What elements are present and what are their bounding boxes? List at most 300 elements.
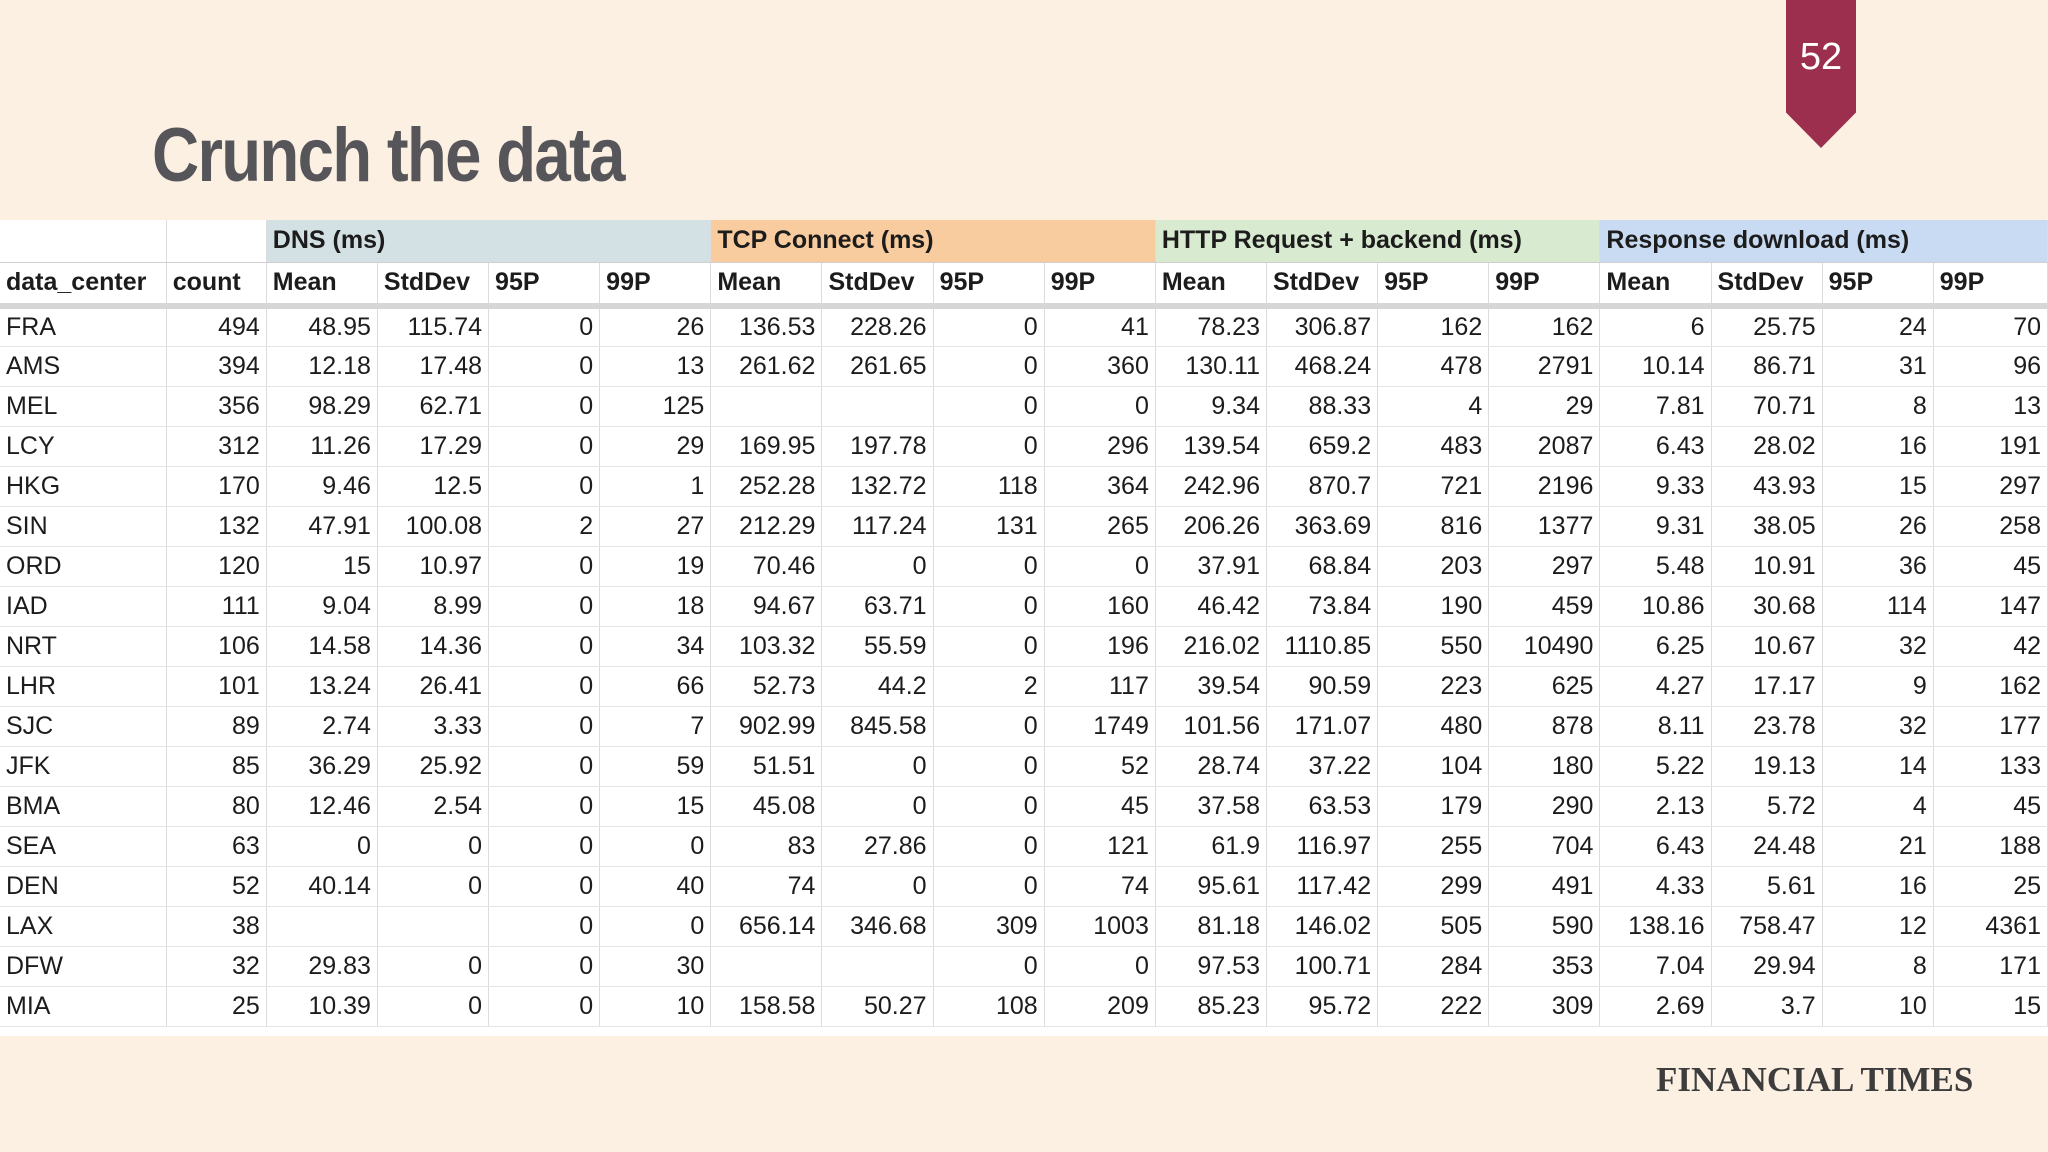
table-cell: 118 bbox=[933, 466, 1044, 506]
table-cell: 171.07 bbox=[1266, 706, 1377, 746]
table-cell: 659.2 bbox=[1266, 426, 1377, 466]
table-row bbox=[0, 426, 2048, 466]
table-cell: 3.33 bbox=[377, 706, 488, 746]
column-header: Mean bbox=[266, 262, 377, 306]
table-cell: 0 bbox=[933, 346, 1044, 386]
table-cell: 17.48 bbox=[377, 346, 488, 386]
column-header: count bbox=[166, 262, 266, 306]
table-cell: 18 bbox=[600, 586, 711, 626]
table-cell: 85 bbox=[166, 746, 266, 786]
table-cell: 5.61 bbox=[1711, 866, 1822, 906]
column-header: Mean bbox=[1155, 262, 1266, 306]
table-cell: 68.84 bbox=[1266, 546, 1377, 586]
data-table-container bbox=[0, 220, 2048, 1036]
table-cell: 0 bbox=[489, 386, 600, 426]
table-cell: 0 bbox=[822, 546, 933, 586]
table-cell: 14.58 bbox=[266, 626, 377, 666]
data-center-cell: DEN bbox=[0, 866, 166, 906]
table-row bbox=[0, 746, 2048, 786]
table-cell: 216.02 bbox=[1155, 626, 1266, 666]
table-cell: 10 bbox=[600, 986, 711, 1026]
table-cell: 115.74 bbox=[377, 306, 488, 346]
table-cell: 5.48 bbox=[1600, 546, 1711, 586]
table-cell: 170 bbox=[166, 466, 266, 506]
table-cell: 0 bbox=[822, 746, 933, 786]
table-cell: 83 bbox=[711, 826, 822, 866]
table-cell: 95.61 bbox=[1155, 866, 1266, 906]
table-cell: 12.18 bbox=[266, 346, 377, 386]
table-cell: 8.99 bbox=[377, 586, 488, 626]
table-cell: 306.87 bbox=[1266, 306, 1377, 346]
table-cell: 41 bbox=[1044, 306, 1155, 346]
data-center-cell: SJC bbox=[0, 706, 166, 746]
table-cell: 132 bbox=[166, 506, 266, 546]
table-cell: 494 bbox=[166, 306, 266, 346]
table-cell: 196 bbox=[1044, 626, 1155, 666]
data-center-cell: AMS bbox=[0, 346, 166, 386]
table-cell: 0 bbox=[489, 786, 600, 826]
data-center-cell: FRA bbox=[0, 306, 166, 346]
table-row bbox=[0, 586, 2048, 626]
table-cell: 483 bbox=[1378, 426, 1489, 466]
table-row bbox=[0, 666, 2048, 706]
table-cell: 0 bbox=[489, 346, 600, 386]
table-cell: 394 bbox=[166, 346, 266, 386]
table-cell: 0 bbox=[489, 666, 600, 706]
column-header: Mean bbox=[1600, 262, 1711, 306]
table-cell: 8 bbox=[1822, 386, 1933, 426]
table-cell: 146.02 bbox=[1266, 906, 1377, 946]
table-cell: 51.51 bbox=[711, 746, 822, 786]
table-row bbox=[0, 306, 2048, 346]
table-cell: 0 bbox=[933, 426, 1044, 466]
table-cell: 5.22 bbox=[1600, 746, 1711, 786]
table-cell: 9.04 bbox=[266, 586, 377, 626]
table-cell: 10 bbox=[1822, 986, 1933, 1026]
table-cell: 47.91 bbox=[266, 506, 377, 546]
table-cell: 45 bbox=[1933, 786, 2047, 826]
table-cell: 296 bbox=[1044, 426, 1155, 466]
table-cell: 0 bbox=[489, 706, 600, 746]
table-cell: 0 bbox=[489, 946, 600, 986]
table-cell: 45.08 bbox=[711, 786, 822, 826]
table-cell: 0 bbox=[600, 906, 711, 946]
table-cell: 878 bbox=[1489, 706, 1600, 746]
table-cell: 133 bbox=[1933, 746, 2047, 786]
table-cell: 73.84 bbox=[1266, 586, 1377, 626]
table-cell: 103.32 bbox=[711, 626, 822, 666]
table-cell: 30.68 bbox=[1711, 586, 1822, 626]
data-center-cell: SIN bbox=[0, 506, 166, 546]
table-cell: 223 bbox=[1378, 666, 1489, 706]
table-cell: 100.71 bbox=[1266, 946, 1377, 986]
table-cell: 162 bbox=[1933, 666, 2047, 706]
table-cell bbox=[822, 946, 933, 986]
table-cell: 0 bbox=[377, 986, 488, 1026]
column-header: 95P bbox=[933, 262, 1044, 306]
table-cell: 29 bbox=[600, 426, 711, 466]
table-cell: 2 bbox=[489, 506, 600, 546]
table-cell bbox=[711, 946, 822, 986]
table-cell: 11.26 bbox=[266, 426, 377, 466]
table-cell: 265 bbox=[1044, 506, 1155, 546]
table-cell: 0 bbox=[933, 386, 1044, 426]
table-cell: 0 bbox=[489, 586, 600, 626]
table-cell: 48.95 bbox=[266, 306, 377, 346]
table-cell bbox=[711, 386, 822, 426]
table-cell: 26 bbox=[600, 306, 711, 346]
table-cell: 17.29 bbox=[377, 426, 488, 466]
table-cell: 52 bbox=[1044, 746, 1155, 786]
table-cell: 468.24 bbox=[1266, 346, 1377, 386]
table-cell: 363.69 bbox=[1266, 506, 1377, 546]
table-cell: 23.78 bbox=[1711, 706, 1822, 746]
table-cell: 25 bbox=[1933, 866, 2047, 906]
table-row bbox=[0, 506, 2048, 546]
table-cell: 32 bbox=[1822, 626, 1933, 666]
table-cell: 169.95 bbox=[711, 426, 822, 466]
table-cell: 95.72 bbox=[1266, 986, 1377, 1026]
table-cell: 360 bbox=[1044, 346, 1155, 386]
table-cell: 7 bbox=[600, 706, 711, 746]
table-cell: 0 bbox=[822, 786, 933, 826]
table-cell: 171 bbox=[1933, 946, 2047, 986]
table-cell: 0 bbox=[489, 986, 600, 1026]
table-cell: 9.34 bbox=[1155, 386, 1266, 426]
table-cell: 4 bbox=[1378, 386, 1489, 426]
table-cell: 17.17 bbox=[1711, 666, 1822, 706]
table-cell: 19.13 bbox=[1711, 746, 1822, 786]
table-cell: 1 bbox=[600, 466, 711, 506]
table-cell: 6 bbox=[1600, 306, 1711, 346]
group-header-row bbox=[0, 220, 2048, 262]
table-cell bbox=[266, 906, 377, 946]
table-cell: 902.99 bbox=[711, 706, 822, 746]
table-cell: 0 bbox=[489, 866, 600, 906]
table-cell: 242.96 bbox=[1155, 466, 1266, 506]
table-cell: 6.43 bbox=[1600, 426, 1711, 466]
table-cell: 299 bbox=[1378, 866, 1489, 906]
table-cell: 0 bbox=[489, 466, 600, 506]
table-cell: 0 bbox=[377, 866, 488, 906]
table-cell: 136.53 bbox=[711, 306, 822, 346]
financial-times-logo: FINANCIAL TIMES bbox=[1656, 1060, 1974, 1099]
table-cell: 5.72 bbox=[1711, 786, 1822, 826]
table-cell: 0 bbox=[933, 746, 1044, 786]
table-cell: 15 bbox=[600, 786, 711, 826]
table-cell: 0 bbox=[1044, 946, 1155, 986]
table-cell: 29.83 bbox=[266, 946, 377, 986]
table-cell: 197.78 bbox=[822, 426, 933, 466]
table-row bbox=[0, 986, 2048, 1026]
table-cell: 2.13 bbox=[1600, 786, 1711, 826]
column-header: 95P bbox=[1378, 262, 1489, 306]
table-cell: 30 bbox=[600, 946, 711, 986]
table-row bbox=[0, 386, 2048, 426]
table-cell: 55.59 bbox=[822, 626, 933, 666]
table-cell: 162 bbox=[1378, 306, 1489, 346]
table-cell: 0 bbox=[377, 946, 488, 986]
table-cell: 4.33 bbox=[1600, 866, 1711, 906]
table-cell: 1377 bbox=[1489, 506, 1600, 546]
column-header: StdDev bbox=[822, 262, 933, 306]
table-cell: 63.71 bbox=[822, 586, 933, 626]
table-cell: 228.26 bbox=[822, 306, 933, 346]
table-cell: 590 bbox=[1489, 906, 1600, 946]
table-row bbox=[0, 826, 2048, 866]
table-cell: 180 bbox=[1489, 746, 1600, 786]
table-cell: 121 bbox=[1044, 826, 1155, 866]
table-cell: 15 bbox=[1822, 466, 1933, 506]
table-cell: 845.58 bbox=[822, 706, 933, 746]
table-cell: 139.54 bbox=[1155, 426, 1266, 466]
table-cell: 70.71 bbox=[1711, 386, 1822, 426]
table-cell: 188 bbox=[1933, 826, 2047, 866]
table-cell: 203 bbox=[1378, 546, 1489, 586]
column-header: 95P bbox=[489, 262, 600, 306]
table-cell: 0 bbox=[266, 826, 377, 866]
table-row bbox=[0, 786, 2048, 826]
table-cell: 261.65 bbox=[822, 346, 933, 386]
table-cell: 114 bbox=[1822, 586, 1933, 626]
table-cell: 43.93 bbox=[1711, 466, 1822, 506]
table-cell: 19 bbox=[600, 546, 711, 586]
column-header: StdDev bbox=[1266, 262, 1377, 306]
table-cell: 480 bbox=[1378, 706, 1489, 746]
table-cell: 37.22 bbox=[1266, 746, 1377, 786]
table-cell: 32 bbox=[166, 946, 266, 986]
table-cell: 14.36 bbox=[377, 626, 488, 666]
column-header: data_center bbox=[0, 262, 166, 306]
table-cell: 2 bbox=[933, 666, 1044, 706]
table-cell: 4.27 bbox=[1600, 666, 1711, 706]
table-cell: 24.48 bbox=[1711, 826, 1822, 866]
table-cell: 90.59 bbox=[1266, 666, 1377, 706]
table-cell: 37.58 bbox=[1155, 786, 1266, 826]
table-cell: 106 bbox=[166, 626, 266, 666]
table-cell: 70.46 bbox=[711, 546, 822, 586]
table-cell: 0 bbox=[489, 426, 600, 466]
table-cell: 290 bbox=[1489, 786, 1600, 826]
table-cell: 27.86 bbox=[822, 826, 933, 866]
group-header-response-download: Response download (ms) bbox=[1600, 220, 2048, 262]
table-row bbox=[0, 946, 2048, 986]
table-cell: 27 bbox=[600, 506, 711, 546]
table-cell: 0 bbox=[933, 586, 1044, 626]
table-cell: 7.81 bbox=[1600, 386, 1711, 426]
table-cell: 346.68 bbox=[822, 906, 933, 946]
table-cell: 52.73 bbox=[711, 666, 822, 706]
table-cell: 10.39 bbox=[266, 986, 377, 1026]
table-cell: 9.31 bbox=[1600, 506, 1711, 546]
table-cell: 2196 bbox=[1489, 466, 1600, 506]
table-cell: 26 bbox=[1822, 506, 1933, 546]
data-table bbox=[0, 220, 2048, 1027]
table-cell: 255 bbox=[1378, 826, 1489, 866]
table-cell: 0 bbox=[933, 826, 1044, 866]
table-cell: 177 bbox=[1933, 706, 2047, 746]
table-cell: 8 bbox=[1822, 946, 1933, 986]
table-cell: 261.62 bbox=[711, 346, 822, 386]
table-cell: 40.14 bbox=[266, 866, 377, 906]
table-cell: 36.29 bbox=[266, 746, 377, 786]
table-cell: 74 bbox=[711, 866, 822, 906]
table-cell: 138.16 bbox=[1600, 906, 1711, 946]
table-cell: 132.72 bbox=[822, 466, 933, 506]
table-cell: 0 bbox=[822, 866, 933, 906]
table-cell: 80 bbox=[166, 786, 266, 826]
table-body bbox=[0, 306, 2048, 1026]
table-cell: 34 bbox=[600, 626, 711, 666]
table-cell: 191 bbox=[1933, 426, 2047, 466]
table-cell: 28.02 bbox=[1711, 426, 1822, 466]
table-cell: 356 bbox=[166, 386, 266, 426]
table-cell: 2.69 bbox=[1600, 986, 1711, 1026]
table-cell: 10.97 bbox=[377, 546, 488, 586]
table-cell: 190 bbox=[1378, 586, 1489, 626]
table-cell: 491 bbox=[1489, 866, 1600, 906]
table-cell: 131 bbox=[933, 506, 1044, 546]
table-cell: 222 bbox=[1378, 986, 1489, 1026]
data-center-cell: LHR bbox=[0, 666, 166, 706]
table-cell bbox=[377, 906, 488, 946]
table-cell: 816 bbox=[1378, 506, 1489, 546]
table-cell: 0 bbox=[489, 746, 600, 786]
table-cell: 309 bbox=[933, 906, 1044, 946]
table-cell: 52 bbox=[166, 866, 266, 906]
table-cell: 209 bbox=[1044, 986, 1155, 1026]
table-cell: 312 bbox=[166, 426, 266, 466]
table-cell: 459 bbox=[1489, 586, 1600, 626]
table-cell: 32 bbox=[1822, 706, 1933, 746]
table-cell: 6.43 bbox=[1600, 826, 1711, 866]
data-center-cell: JFK bbox=[0, 746, 166, 786]
table-cell: 9.33 bbox=[1600, 466, 1711, 506]
data-center-cell: BMA bbox=[0, 786, 166, 826]
table-cell: 0 bbox=[1044, 546, 1155, 586]
table-cell: 721 bbox=[1378, 466, 1489, 506]
table-cell: 0 bbox=[933, 306, 1044, 346]
column-header-row bbox=[0, 262, 2048, 306]
table-cell: 297 bbox=[1489, 546, 1600, 586]
table-cell: 45 bbox=[1933, 546, 2047, 586]
table-cell: 15 bbox=[266, 546, 377, 586]
table-cell: 0 bbox=[933, 946, 1044, 986]
table-cell: 550 bbox=[1378, 626, 1489, 666]
table-cell: 0 bbox=[489, 306, 600, 346]
data-center-cell: ORD bbox=[0, 546, 166, 586]
table-cell: 0 bbox=[1044, 386, 1155, 426]
table-cell: 309 bbox=[1489, 986, 1600, 1026]
table-row bbox=[0, 626, 2048, 666]
table-cell: 38.05 bbox=[1711, 506, 1822, 546]
column-header: StdDev bbox=[377, 262, 488, 306]
table-cell: 74 bbox=[1044, 866, 1155, 906]
table-cell: 8.11 bbox=[1600, 706, 1711, 746]
table-cell: 505 bbox=[1378, 906, 1489, 946]
table-cell: 117.24 bbox=[822, 506, 933, 546]
table-cell: 0 bbox=[933, 786, 1044, 826]
table-cell: 39.54 bbox=[1155, 666, 1266, 706]
table-cell: 0 bbox=[933, 706, 1044, 746]
table-cell: 10.91 bbox=[1711, 546, 1822, 586]
column-header: StdDev bbox=[1711, 262, 1822, 306]
table-cell: 206.26 bbox=[1155, 506, 1266, 546]
table-cell: 40 bbox=[600, 866, 711, 906]
table-cell: 297 bbox=[1933, 466, 2047, 506]
table-cell: 6.25 bbox=[1600, 626, 1711, 666]
table-cell: 2.54 bbox=[377, 786, 488, 826]
table-cell: 10.14 bbox=[1600, 346, 1711, 386]
slide-number: 52 bbox=[1799, 36, 1843, 78]
table-cell: 258 bbox=[1933, 506, 2047, 546]
table-cell: 160 bbox=[1044, 586, 1155, 626]
table-cell: 9.46 bbox=[266, 466, 377, 506]
table-cell: 13 bbox=[600, 346, 711, 386]
table-cell bbox=[822, 386, 933, 426]
column-header: 95P bbox=[1822, 262, 1933, 306]
table-cell: 0 bbox=[489, 826, 600, 866]
table-cell: 108 bbox=[933, 986, 1044, 1026]
table-cell: 89 bbox=[166, 706, 266, 746]
table-cell: 125 bbox=[600, 386, 711, 426]
group-header-blank bbox=[166, 220, 266, 262]
table-cell: 117.42 bbox=[1266, 866, 1377, 906]
table-cell: 130.11 bbox=[1155, 346, 1266, 386]
table-cell: 16 bbox=[1822, 426, 1933, 466]
group-header-blank bbox=[0, 220, 166, 262]
table-cell: 50.27 bbox=[822, 986, 933, 1026]
table-row bbox=[0, 346, 2048, 386]
table-cell: 353 bbox=[1489, 946, 1600, 986]
table-cell: 2.74 bbox=[266, 706, 377, 746]
table-cell: 1749 bbox=[1044, 706, 1155, 746]
table-cell: 31 bbox=[1822, 346, 1933, 386]
table-row bbox=[0, 466, 2048, 506]
table-cell: 24 bbox=[1822, 306, 1933, 346]
table-row bbox=[0, 546, 2048, 586]
table-cell: 61.9 bbox=[1155, 826, 1266, 866]
table-cell: 85.23 bbox=[1155, 986, 1266, 1026]
table-cell: 656.14 bbox=[711, 906, 822, 946]
column-header: 99P bbox=[600, 262, 711, 306]
data-center-cell: HKG bbox=[0, 466, 166, 506]
table-cell: 0 bbox=[489, 906, 600, 946]
data-center-cell: SEA bbox=[0, 826, 166, 866]
table-cell: 478 bbox=[1378, 346, 1489, 386]
table-cell: 7.04 bbox=[1600, 946, 1711, 986]
table-cell: 21 bbox=[1822, 826, 1933, 866]
column-header: 99P bbox=[1933, 262, 2047, 306]
table-cell: 0 bbox=[489, 626, 600, 666]
table-cell: 162 bbox=[1489, 306, 1600, 346]
data-center-cell: MEL bbox=[0, 386, 166, 426]
table-cell: 0 bbox=[600, 826, 711, 866]
table-cell: 26.41 bbox=[377, 666, 488, 706]
table-cell: 13.24 bbox=[266, 666, 377, 706]
table-cell: 2791 bbox=[1489, 346, 1600, 386]
table-cell: 10.67 bbox=[1711, 626, 1822, 666]
table-row bbox=[0, 866, 2048, 906]
table-cell: 212.29 bbox=[711, 506, 822, 546]
table-cell: 66 bbox=[600, 666, 711, 706]
column-header: Mean bbox=[711, 262, 822, 306]
table-cell: 0 bbox=[489, 546, 600, 586]
table-cell: 101 bbox=[166, 666, 266, 706]
table-cell: 147 bbox=[1933, 586, 2047, 626]
table-cell: 870.7 bbox=[1266, 466, 1377, 506]
table-cell: 3.7 bbox=[1711, 986, 1822, 1026]
